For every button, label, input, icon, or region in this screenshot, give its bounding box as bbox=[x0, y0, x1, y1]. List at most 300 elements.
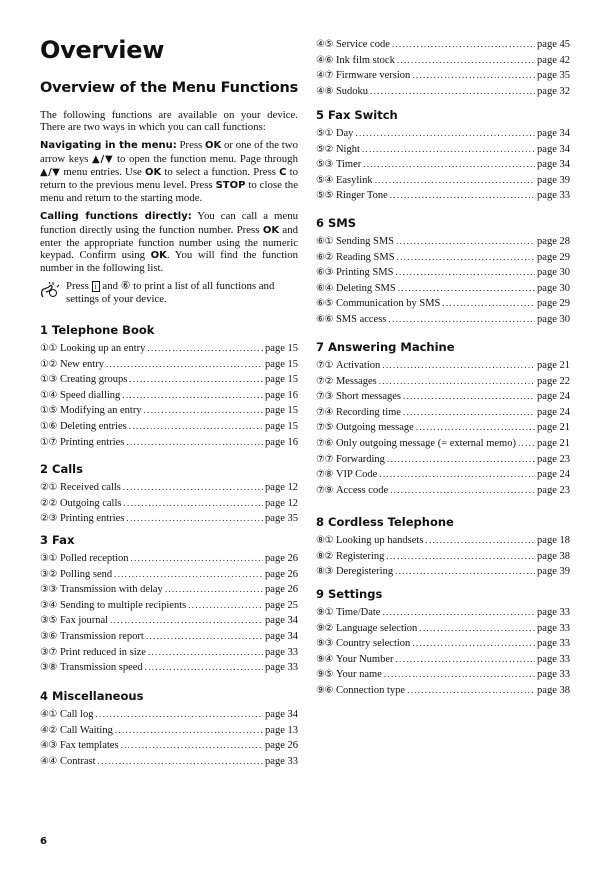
page-reference: page 21 bbox=[537, 422, 570, 434]
number-six-key: ⑥ bbox=[120, 280, 131, 293]
function-label: Print reduced in size bbox=[59, 646, 146, 658]
page-reference: page 29 bbox=[537, 298, 570, 310]
function-label: Day bbox=[335, 128, 354, 139]
dot-leader bbox=[375, 173, 535, 189]
section-title: 1 Telephone Book bbox=[40, 323, 155, 337]
function-number: ⑨⑥ bbox=[316, 684, 333, 696]
function-label: Call Waiting bbox=[59, 724, 113, 736]
page-reference: page 13 bbox=[265, 724, 298, 736]
page-reference: page 34 bbox=[537, 128, 570, 139]
page-reference: page 33 bbox=[537, 622, 570, 634]
dot-leader bbox=[129, 419, 263, 435]
page-reference: page 45 bbox=[537, 39, 570, 50]
dot-leader bbox=[98, 754, 264, 770]
function-label: Polling send bbox=[59, 568, 113, 580]
function-number: ⑧② bbox=[316, 550, 333, 562]
function-label: Deleting SMS bbox=[335, 282, 396, 294]
page-reference: page 23 bbox=[537, 453, 570, 465]
dot-leader bbox=[146, 629, 263, 645]
menu-entry bbox=[316, 68, 570, 84]
function-label: Transmission with delay bbox=[59, 584, 163, 596]
function-label: Night bbox=[335, 143, 360, 155]
function-number: ③② bbox=[40, 568, 57, 580]
dot-leader bbox=[382, 605, 535, 621]
function-label: Creating groups bbox=[59, 374, 128, 386]
page-reference: page 33 bbox=[537, 607, 570, 618]
page-reference: page 15 bbox=[265, 374, 298, 386]
function-number: ①⑥ bbox=[40, 420, 57, 432]
function-number: ③⑦ bbox=[40, 646, 57, 658]
function-label: Printing entries bbox=[59, 513, 125, 525]
tip-text: Press i and ⑥ to print a list of all functions and settings of your device. bbox=[66, 280, 275, 305]
dot-leader bbox=[110, 613, 263, 629]
menu-entry bbox=[316, 173, 570, 189]
dot-leader bbox=[387, 452, 535, 468]
function-label: Received calls bbox=[59, 482, 121, 493]
menu-entry bbox=[316, 142, 570, 158]
function-number: ③① bbox=[40, 553, 57, 564]
menu-entry bbox=[40, 598, 298, 614]
function-number: ⑦② bbox=[316, 375, 333, 387]
function-label: Registering bbox=[335, 550, 385, 562]
function-number: ⑤① bbox=[316, 128, 333, 139]
function-number: ⑦③ bbox=[316, 391, 333, 403]
function-number: ①① bbox=[40, 343, 57, 354]
function-number: ①⑤ bbox=[40, 405, 57, 417]
page-reference: page 34 bbox=[265, 709, 298, 720]
page-reference: page 39 bbox=[537, 174, 570, 186]
function-label: Call log bbox=[59, 709, 94, 720]
page-reference: page 21 bbox=[537, 437, 570, 449]
function-label: Communication by SMS bbox=[335, 298, 441, 310]
section-title: 8 Cordless Telephone bbox=[316, 515, 454, 529]
tip-note bbox=[40, 280, 298, 304]
menu-entry bbox=[316, 621, 570, 637]
page-reference: page 15 bbox=[265, 343, 298, 354]
menu-entry bbox=[316, 549, 570, 565]
intro-block bbox=[40, 109, 298, 305]
menu-entry bbox=[316, 374, 570, 390]
menu-entry bbox=[316, 605, 570, 621]
menu-entry bbox=[316, 84, 570, 100]
function-section bbox=[40, 533, 298, 676]
dot-leader bbox=[355, 126, 535, 142]
dot-leader bbox=[144, 403, 263, 419]
function-section bbox=[40, 462, 298, 527]
menu-entry bbox=[40, 660, 298, 676]
menu-entry bbox=[316, 452, 570, 468]
page-reference: page 33 bbox=[265, 662, 298, 674]
page-reference: page 24 bbox=[537, 391, 570, 403]
function-number: ⑦⑥ bbox=[316, 437, 333, 449]
dot-leader bbox=[397, 53, 535, 69]
menu-entry bbox=[40, 496, 298, 512]
menu-entry bbox=[40, 435, 298, 451]
misc-continued-list bbox=[316, 37, 570, 99]
dot-leader bbox=[397, 250, 535, 266]
page-reference: page 26 bbox=[265, 740, 298, 752]
menu-entry bbox=[40, 551, 298, 567]
menu-entry bbox=[40, 419, 298, 435]
dot-leader bbox=[145, 660, 263, 676]
menu-entry bbox=[316, 250, 570, 266]
menu-entry bbox=[40, 629, 298, 645]
function-number: ③⑤ bbox=[40, 615, 57, 627]
lightbulb-hand-icon bbox=[40, 279, 60, 301]
ok-key: OK bbox=[262, 224, 280, 236]
intro-paragraph: The following functions are available on your device. There are two ways in which you can call functions: bbox=[40, 109, 298, 134]
function-label: Looking up an entry bbox=[59, 343, 146, 354]
page-reference: page 24 bbox=[537, 469, 570, 481]
dot-leader bbox=[416, 420, 535, 436]
calling-paragraph: Calling functions directly: You can call a menu function directly using the function number. Press OK and enter the appropriate function number using the numeric keypad. Confirm using OK. You will find the function number in the following list. bbox=[40, 210, 298, 275]
section-title: 7 Answering Machine bbox=[316, 340, 455, 354]
function-number: ⑦⑤ bbox=[316, 422, 333, 434]
function-number: ⑥⑤ bbox=[316, 298, 333, 310]
menu-entry bbox=[316, 683, 570, 699]
dot-leader bbox=[114, 567, 263, 583]
function-label: Country selection bbox=[335, 638, 411, 650]
dot-leader bbox=[419, 621, 535, 637]
dot-leader bbox=[390, 483, 535, 499]
page-reference: page 29 bbox=[537, 251, 570, 263]
menu-entry bbox=[316, 188, 570, 204]
menu-entry bbox=[316, 636, 570, 652]
function-number: ④⑥ bbox=[316, 54, 333, 66]
function-number: ⑥① bbox=[316, 236, 333, 247]
arrow-keys-icon: ▲/▼ bbox=[92, 153, 114, 165]
function-label: Printing entries bbox=[59, 436, 125, 448]
function-label: Messages bbox=[335, 375, 377, 387]
menu-entry bbox=[316, 389, 570, 405]
dot-leader bbox=[407, 683, 535, 699]
menu-entry bbox=[40, 403, 298, 419]
function-label: Reading SMS bbox=[335, 251, 395, 263]
function-label: Ink film stock bbox=[335, 54, 395, 66]
function-label: Time/Date bbox=[335, 607, 381, 618]
function-label: Deleting entries bbox=[59, 420, 127, 432]
page-reference: page 24 bbox=[537, 406, 570, 418]
function-number: ⑤② bbox=[316, 143, 333, 155]
menu-entry bbox=[316, 564, 570, 580]
function-number: ⑦⑨ bbox=[316, 484, 333, 496]
menu-entry bbox=[316, 483, 570, 499]
function-label: Deregistering bbox=[335, 566, 394, 578]
menu-entry bbox=[40, 372, 298, 388]
section-title: 5 Fax Switch bbox=[316, 108, 398, 122]
function-number: ⑤③ bbox=[316, 159, 333, 171]
function-label: Language selection bbox=[335, 622, 418, 634]
menu-entry bbox=[316, 652, 570, 668]
page-reference: page 38 bbox=[537, 550, 570, 562]
function-number: ③④ bbox=[40, 599, 57, 611]
function-label: Modifying an entry bbox=[59, 405, 142, 417]
function-label: Fax journal bbox=[59, 615, 109, 627]
menu-entry bbox=[316, 281, 570, 297]
menu-entry bbox=[316, 533, 570, 549]
section-title: 9 Settings bbox=[316, 587, 383, 601]
function-section bbox=[316, 340, 570, 498]
menu-entry bbox=[40, 341, 298, 357]
function-label: Looking up handsets bbox=[335, 535, 424, 546]
page-reference: page 33 bbox=[537, 669, 570, 681]
menu-entry bbox=[316, 667, 570, 683]
ok-key: OK bbox=[150, 250, 167, 262]
page-reference: page 34 bbox=[265, 615, 298, 627]
function-number: ④④ bbox=[40, 755, 57, 767]
function-label: Polled reception bbox=[59, 553, 129, 564]
dot-leader bbox=[425, 533, 535, 549]
page-reference: page 26 bbox=[265, 553, 298, 564]
dot-leader bbox=[126, 511, 263, 527]
function-number: ⑥② bbox=[316, 251, 333, 263]
page-reference: page 12 bbox=[265, 497, 298, 509]
dot-leader bbox=[518, 436, 535, 452]
dot-leader bbox=[370, 84, 535, 100]
dot-leader bbox=[388, 312, 535, 328]
function-number: ⑥③ bbox=[316, 267, 333, 279]
page-reference: page 30 bbox=[537, 282, 570, 294]
dot-leader bbox=[386, 549, 535, 565]
function-number: ①② bbox=[40, 358, 57, 370]
function-label: Access code bbox=[335, 484, 389, 496]
page-reference: page 33 bbox=[265, 646, 298, 658]
function-label: Sending to multiple recipients bbox=[59, 599, 187, 611]
dot-leader bbox=[122, 388, 263, 404]
dot-leader bbox=[121, 738, 263, 754]
menu-entry bbox=[316, 405, 570, 421]
function-label: Transmission report bbox=[59, 630, 144, 642]
function-number: ④① bbox=[40, 709, 57, 720]
menu-entry bbox=[40, 480, 298, 496]
function-section bbox=[316, 515, 570, 580]
menu-entry bbox=[316, 53, 570, 69]
page-reference: page 28 bbox=[537, 236, 570, 247]
dot-leader bbox=[123, 480, 263, 496]
dot-leader bbox=[188, 598, 263, 614]
function-label: Only outgoing message (= external memo) bbox=[335, 437, 516, 449]
function-label: Firmware version bbox=[335, 70, 411, 82]
page-reference: page 15 bbox=[265, 405, 298, 417]
page-reference: page 34 bbox=[537, 143, 570, 155]
menu-entry bbox=[40, 613, 298, 629]
function-number: ⑦⑧ bbox=[316, 469, 333, 481]
dot-leader bbox=[384, 667, 535, 683]
function-number: ⑨③ bbox=[316, 638, 333, 650]
menu-entry bbox=[316, 234, 570, 250]
page-reference: page 33 bbox=[537, 190, 570, 202]
menu-entry bbox=[40, 707, 298, 723]
menu-entry bbox=[40, 388, 298, 404]
menu-entry bbox=[40, 511, 298, 527]
dot-leader bbox=[379, 467, 535, 483]
function-label: SMS access bbox=[335, 313, 387, 325]
page-reference: page 22 bbox=[537, 375, 570, 387]
function-number: ⑦④ bbox=[316, 406, 333, 418]
info-key-icon: i bbox=[92, 281, 100, 292]
menu-entry bbox=[316, 296, 570, 312]
dot-leader bbox=[106, 357, 263, 373]
menu-entry bbox=[40, 357, 298, 373]
function-label: Recording time bbox=[335, 406, 401, 418]
dot-leader bbox=[382, 358, 535, 374]
function-number: ⑧③ bbox=[316, 566, 333, 578]
menu-entry bbox=[40, 738, 298, 754]
page-reference: page 26 bbox=[265, 584, 298, 596]
function-number: ⑨② bbox=[316, 622, 333, 634]
function-number: ②② bbox=[40, 497, 57, 509]
menu-entry bbox=[316, 265, 570, 281]
function-label: Easylink bbox=[335, 174, 373, 186]
page-title: Overview bbox=[40, 36, 165, 64]
page-number: 6 bbox=[40, 836, 47, 847]
function-number: ⑦① bbox=[316, 360, 333, 371]
menu-entry bbox=[316, 420, 570, 436]
page-reference: page 15 bbox=[265, 358, 298, 370]
function-number: ⑧① bbox=[316, 535, 333, 546]
function-label: Activation bbox=[335, 360, 381, 371]
menu-entry bbox=[316, 157, 570, 173]
function-label: Forwarding bbox=[335, 453, 385, 465]
page-reference: page 16 bbox=[265, 389, 298, 401]
function-label: Outgoing calls bbox=[59, 497, 122, 509]
function-number: ④② bbox=[40, 724, 57, 736]
stop-key: STOP bbox=[215, 180, 246, 192]
ok-key: OK bbox=[205, 140, 222, 152]
function-number: ⑨⑤ bbox=[316, 669, 333, 681]
page-reference: page 15 bbox=[265, 420, 298, 432]
function-label: New entry bbox=[59, 358, 104, 370]
dot-leader bbox=[147, 341, 263, 357]
dot-leader bbox=[442, 296, 535, 312]
function-number: ②① bbox=[40, 482, 57, 493]
function-label: Your name bbox=[335, 669, 382, 681]
page-reference: page 30 bbox=[537, 267, 570, 279]
function-number: ③⑥ bbox=[40, 630, 57, 642]
page-reference: page 35 bbox=[265, 513, 298, 525]
function-label: Sudoku bbox=[335, 85, 369, 97]
menu-entry bbox=[40, 723, 298, 739]
function-number: ④⑦ bbox=[316, 70, 333, 82]
menu-entry bbox=[316, 358, 570, 374]
function-number: ①③ bbox=[40, 374, 57, 386]
page-reference: page 30 bbox=[537, 313, 570, 325]
dot-leader bbox=[362, 142, 535, 158]
menu-entry bbox=[40, 582, 298, 598]
function-number: ③③ bbox=[40, 584, 57, 596]
c-key: C bbox=[279, 166, 287, 178]
page-reference: page 38 bbox=[537, 684, 570, 696]
dot-leader bbox=[403, 389, 535, 405]
section-title: 3 Fax bbox=[40, 533, 75, 547]
function-number: ⑤⑤ bbox=[316, 190, 333, 202]
function-label: Outgoing message bbox=[335, 422, 414, 434]
function-section bbox=[40, 689, 298, 769]
dot-leader bbox=[148, 645, 263, 661]
function-label: Short messages bbox=[335, 391, 401, 403]
dot-leader bbox=[392, 37, 535, 53]
dot-leader bbox=[390, 188, 535, 204]
function-label: Fax templates bbox=[59, 740, 119, 752]
function-label: Printing SMS bbox=[335, 267, 394, 279]
menu-entry bbox=[40, 754, 298, 770]
menu-entry bbox=[316, 436, 570, 452]
dot-leader bbox=[412, 636, 535, 652]
function-number: ⑨① bbox=[316, 607, 333, 618]
navigation-paragraph: Navigating in the menu: Press OK or one of the two arrow keys ▲/▼ to open the function menu. Page through ▲/▼ menu entries. Use OK to select a function. Press C to return to the previous menu level. Press STOP to close the menu and return to the starting mode. bbox=[40, 139, 298, 205]
function-number: ⑥④ bbox=[316, 282, 333, 294]
page-reference: page 18 bbox=[537, 535, 570, 546]
dot-leader bbox=[396, 234, 535, 250]
menu-entry bbox=[316, 126, 570, 142]
function-section bbox=[316, 216, 570, 328]
function-number: ①④ bbox=[40, 389, 57, 401]
section-title: 4 Miscellaneous bbox=[40, 689, 144, 703]
function-label: Ringer Tone bbox=[335, 190, 388, 202]
page-reference: page 35 bbox=[537, 70, 570, 82]
page-reference: page 16 bbox=[265, 436, 298, 448]
page-reference: page 42 bbox=[537, 54, 570, 66]
dot-leader bbox=[396, 652, 536, 668]
dot-leader bbox=[129, 372, 263, 388]
page-reference: page 21 bbox=[537, 360, 570, 371]
page-reference: page 33 bbox=[265, 755, 298, 767]
section-title: 2 Calls bbox=[40, 462, 83, 476]
page-reference: page 26 bbox=[265, 568, 298, 580]
page-reference: page 32 bbox=[537, 85, 570, 97]
dot-leader bbox=[165, 582, 263, 598]
menu-entry bbox=[40, 645, 298, 661]
ok-key: OK bbox=[144, 166, 162, 178]
menu-entry bbox=[316, 37, 570, 53]
page-reference: page 12 bbox=[265, 482, 298, 493]
function-number: ①⑦ bbox=[40, 436, 57, 448]
page-reference: page 33 bbox=[537, 653, 570, 665]
function-number: ④⑤ bbox=[316, 39, 333, 50]
dot-leader bbox=[130, 551, 263, 567]
dot-leader bbox=[395, 564, 535, 580]
function-number: ④⑧ bbox=[316, 85, 333, 97]
menu-entry bbox=[40, 567, 298, 583]
dot-leader bbox=[412, 68, 535, 84]
function-label: VIP Code bbox=[335, 469, 378, 481]
page-reference: page 39 bbox=[537, 566, 570, 578]
dot-leader bbox=[379, 374, 535, 390]
function-label: Service code bbox=[335, 39, 390, 50]
page-reference: page 33 bbox=[537, 638, 570, 650]
function-number: ②③ bbox=[40, 513, 57, 525]
section-title: 6 SMS bbox=[316, 216, 357, 230]
menu-entry bbox=[316, 467, 570, 483]
dot-leader bbox=[398, 281, 535, 297]
function-number: ④③ bbox=[40, 740, 57, 752]
dot-leader bbox=[95, 707, 263, 723]
function-section bbox=[316, 108, 570, 204]
function-number: ⑥⑥ bbox=[316, 313, 333, 325]
dot-leader bbox=[126, 435, 263, 451]
function-number: ③⑧ bbox=[40, 662, 57, 674]
function-section bbox=[316, 587, 570, 699]
dot-leader bbox=[395, 265, 535, 281]
function-number: ⑦⑦ bbox=[316, 453, 333, 465]
function-label: Timer bbox=[335, 159, 362, 171]
function-label: Connection type bbox=[335, 684, 406, 696]
dot-leader bbox=[115, 723, 263, 739]
section-heading: Overview of the Menu Functions bbox=[40, 80, 299, 96]
function-label: Your Number bbox=[335, 653, 394, 665]
dot-leader bbox=[363, 157, 535, 173]
dot-leader bbox=[123, 496, 263, 512]
